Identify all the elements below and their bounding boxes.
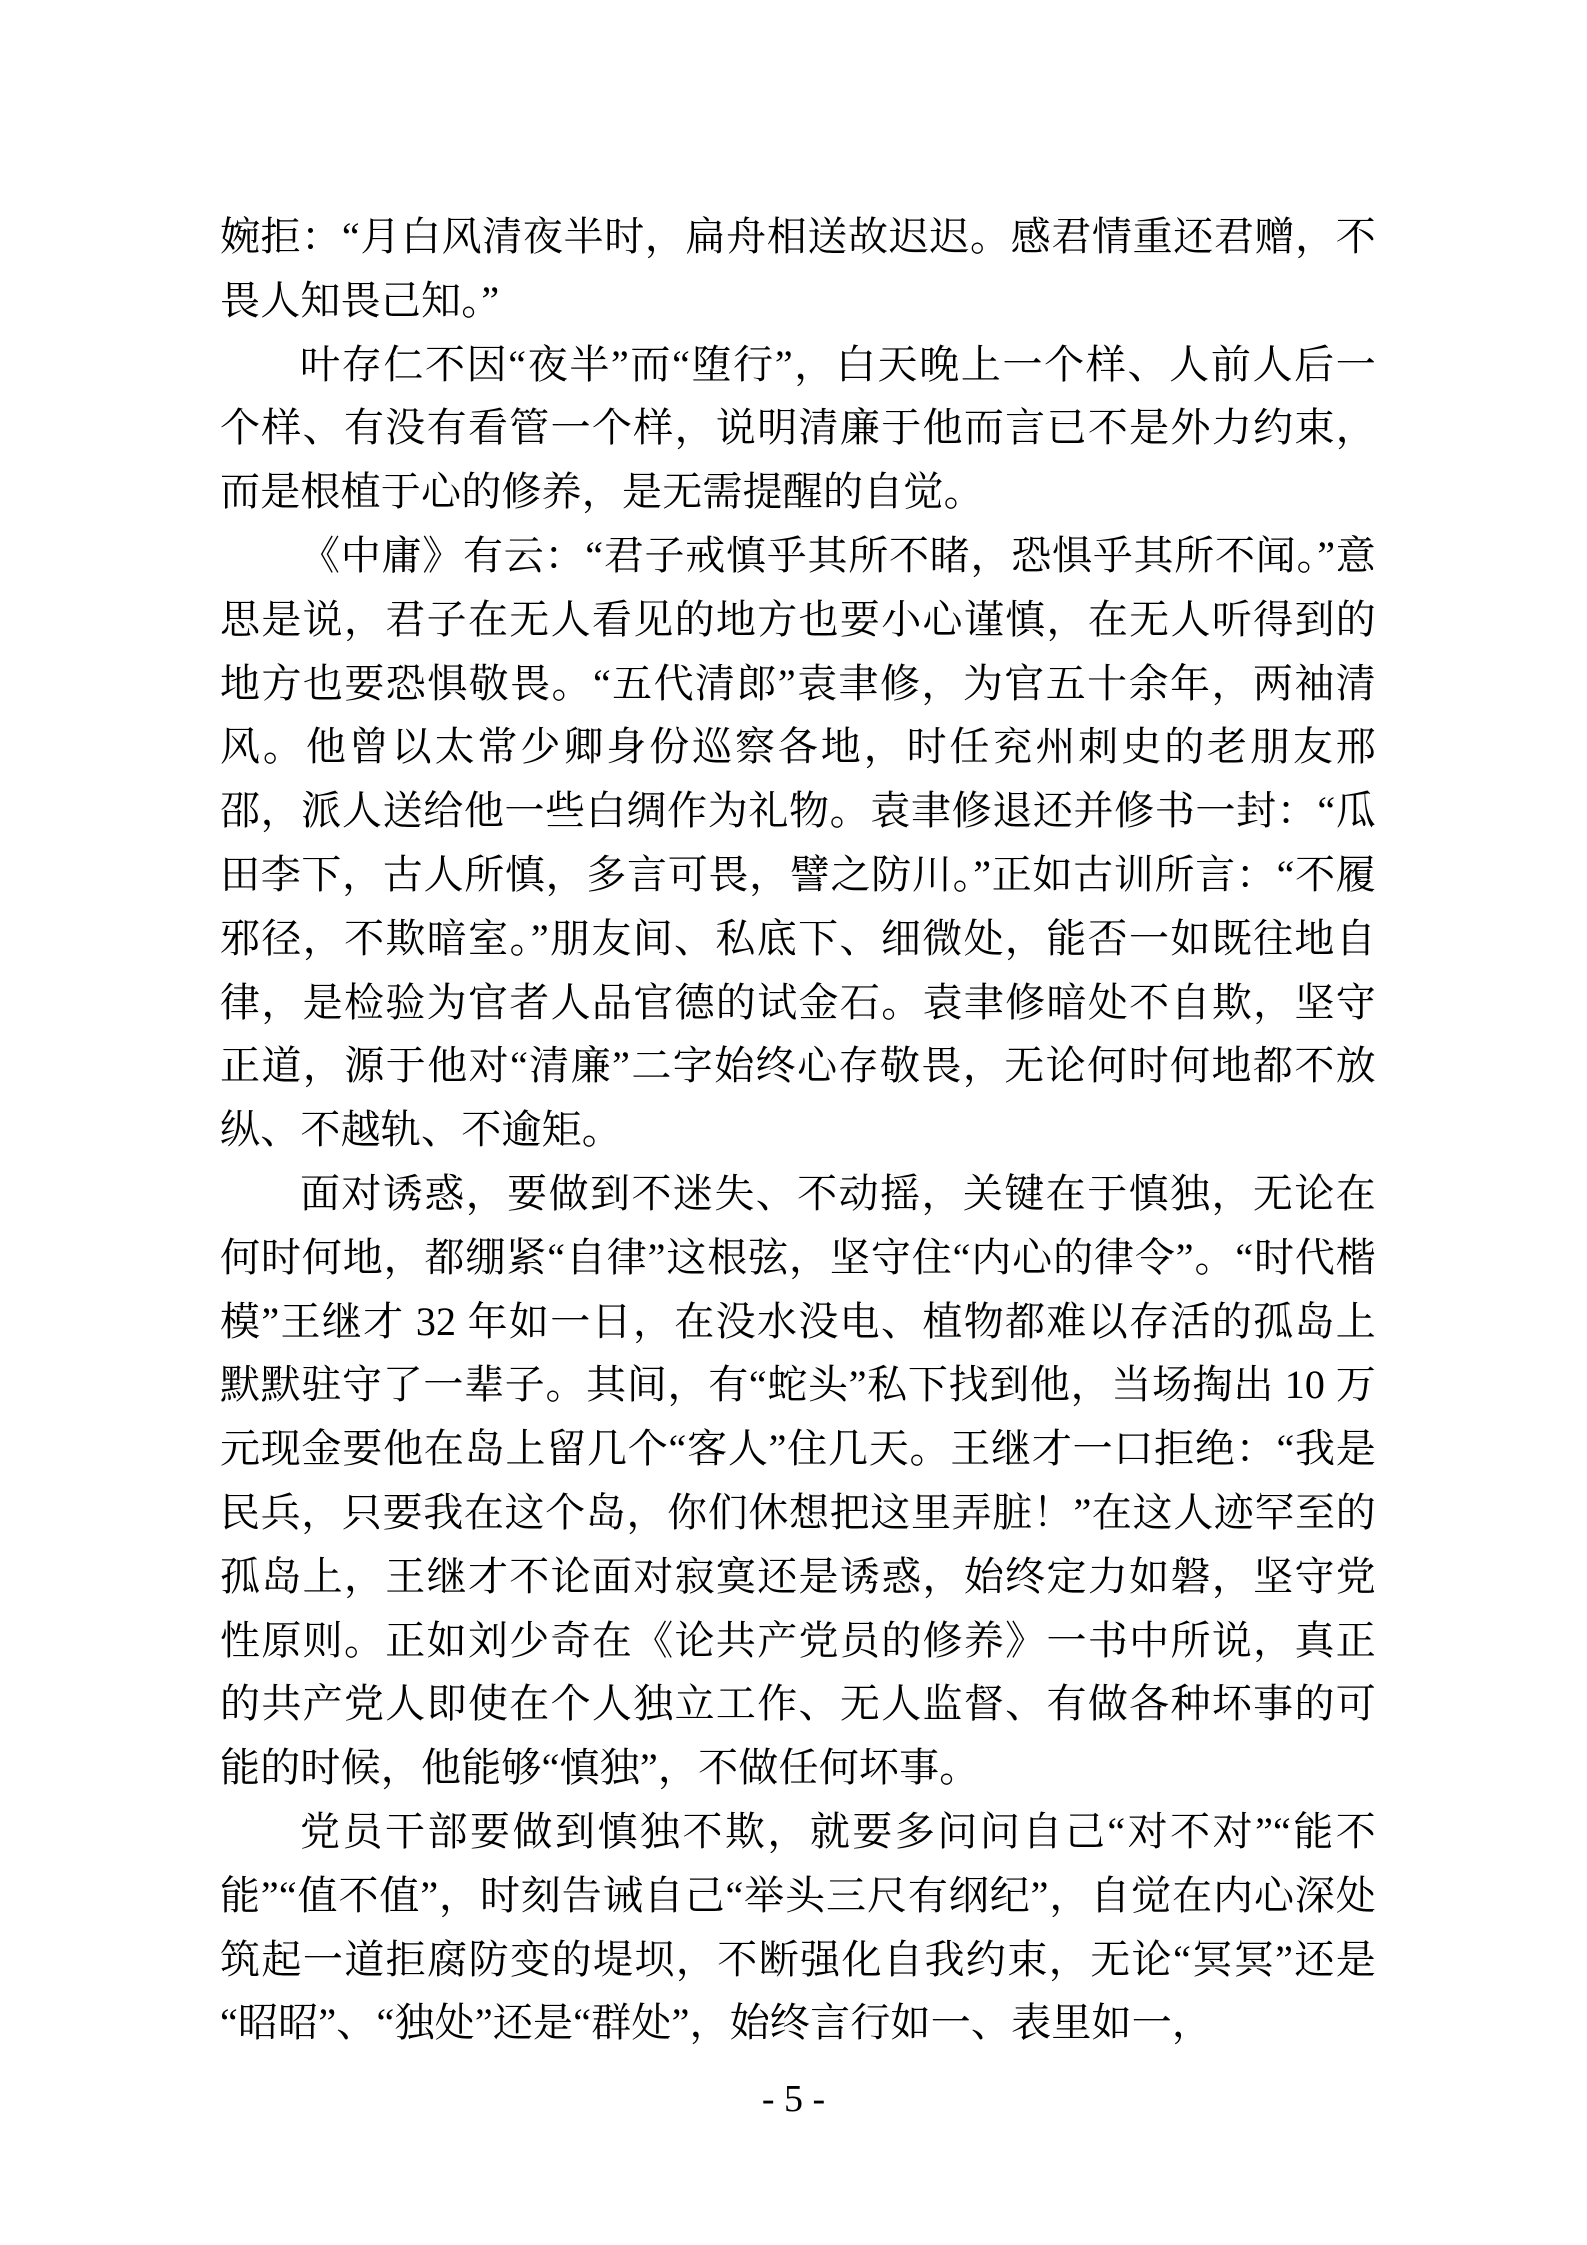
paragraph-continuation: 婉拒：“月白风清夜半时，扁舟相送故迟迟。感君情重还君赠，不畏人知畏己知。” bbox=[220, 214, 1376, 323]
page-number: - 5 - bbox=[761, 2078, 826, 2120]
paragraph-zhongyong-yuan-yuxiu: 《中庸》有云：“君子戒慎乎其所不睹，恐惧乎其所不闻。”意思是说，君子在无人看见的地方也要小心谨慎，在无人听得到的地方也要恐惧敬畏。“五代清郎”袁聿修，为官五十余年，两袖清风。他曾以太常少卿身份巡察各地，时任兖州刺史的老朋友邢邵，派人送给他一些白绸作为礼物。袁聿修退还并修书一封：“瓜田李下，古人所慎，多言可畏，譬之防川。”正如古训所言：“不履邪径，不欺暗室。”朋友间、私底下、细微处，能否一如既往地自律，是检验为官者人品官德的试金石。袁聿修暗处不自欺，坚守正道，源于他对“清廉”二字始终心存敬畏，无论何时何地都不放纵、不越轨、不逾矩。 bbox=[220, 532, 1376, 1153]
paragraph-wang-jicai: 面对诱惑，要做到不迷失、不动摇，关键在于慎独，无论在何时何地，都绷紧“自律”这根弦，坚守住“内心的律令”。“时代楷模”王继才 32 年如一日，在没水没电、植物都难以存活的孤岛上默默驻守了一辈子。其间，有“蛇头”私下找到他，当场掏出 10 万元现金要他在岛上留几个“客人”住几天。王继才一口拒绝：“我是民兵，只要我在这个岛，你们休想把这里弄脏！”在这人迹罕至的孤岛上，王继才不论面对寂寞还是诱惑，始终定力如磐，坚守党性原则。正如刘少奇在《论共产党员的修养》一书中所说，真正的共产党人即使在个人独立工作、无人监督、有做各种坏事的可能的时候，他能够“慎独”，不做任何坏事。 bbox=[220, 1170, 1376, 1791]
paragraph-ye-cunren: 叶存仁不因“夜半”而“堕行”，白天晚上一个样、人前人后一个样、有没有看管一个样，说明清廉于他而言已不是外力约束，而是根植于心的修养，是无需提醒的自觉。 bbox=[220, 341, 1376, 515]
document-body bbox=[220, 205, 1376, 2055]
paragraph-party-members: 党员干部要做到慎独不欺，就要多问问自己“对不对”“能不能”“值不值”，时刻告诫自己“举头三尺有纲纪”，自觉在内心深处筑起一道拒腐防变的堤坝，不断强化自我约束，无论“冥冥”还是“昭昭”、“独处”还是“群处”，始终言行如一、表里如一， bbox=[220, 1808, 1376, 2046]
